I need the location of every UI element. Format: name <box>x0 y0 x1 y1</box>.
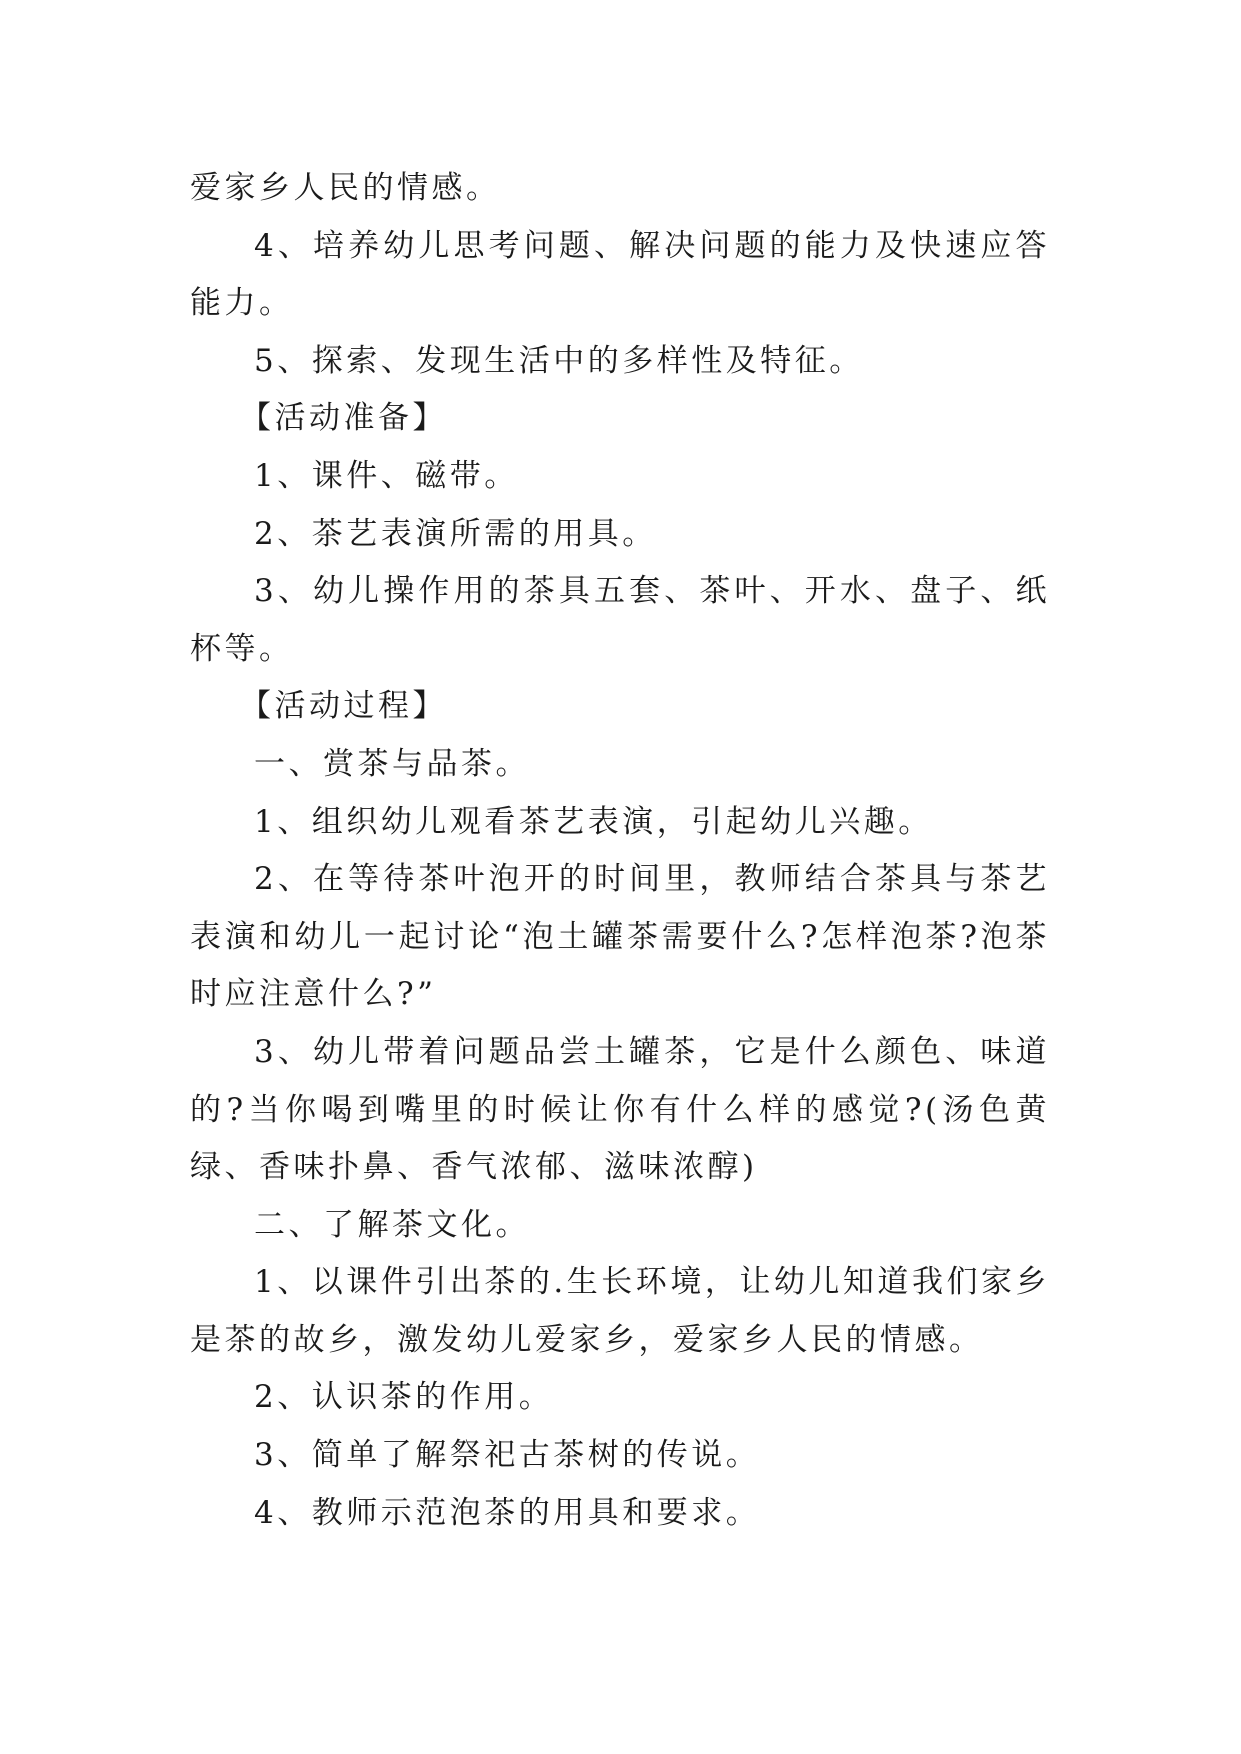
paragraph-preparation-2: 2、茶艺表演所需的用具。 <box>254 515 657 552</box>
paragraph-continuation: 爱家乡人民的情感。 <box>190 170 501 206</box>
paragraph-process-2-1: 1、以课件引出茶的.生长环境，让幼儿知道我们家乡是茶的故乡，激发幼儿爱家乡，爱家乡人民的情感。 <box>190 1264 1050 1358</box>
paragraph-process-1-1: 1、组织幼儿观看茶艺表演，引起幼儿兴趣。 <box>254 803 933 840</box>
paragraph-objective-4: 4、培养幼儿思考问题、解决问题的能力及快速应答能力。 <box>190 227 1050 322</box>
paragraph-process-2-4: 4、教师示范泡茶的用具和要求。 <box>254 1494 761 1531</box>
paragraph-process-2-2: 2、认识茶的作用。 <box>254 1379 554 1416</box>
paragraph-objective-5: 5、探索、发现生活中的多样性及特征。 <box>254 342 864 379</box>
paragraph-preparation-3: 3、幼儿操作用的茶具五套、茶叶、开水、盘子、纸杯等。 <box>190 573 1050 667</box>
paragraph-process-2-3: 3、简单了解祭祀古茶树的传说。 <box>254 1437 761 1474</box>
paragraph-process-1-2: 2、在等待茶叶泡开的时间里，教师结合茶具与茶艺表演和幼儿一起讨论“泡土罐茶需要什么?怎样泡茶?泡茶时应注意什么?” <box>190 861 1050 1013</box>
paragraph-process-part-1: 一、赏茶与品茶。 <box>254 745 530 782</box>
document-body <box>190 160 1050 1542</box>
paragraph-process-1-3: 3、幼儿带着问题品尝土罐茶，它是什么颜色、味道的?当你喝到嘴里的时候让你有什么样的感觉?(汤色黄绿、香味扑鼻、香气浓郁、滋味浓醇) <box>190 1033 1050 1186</box>
section-heading-preparation: 【活动准备】 <box>240 400 447 437</box>
paragraph-preparation-1: 1、课件、磁带。 <box>254 457 519 494</box>
section-heading-process: 【活动过程】 <box>240 688 447 725</box>
paragraph-process-part-2: 二、了解茶文化。 <box>254 1206 530 1243</box>
